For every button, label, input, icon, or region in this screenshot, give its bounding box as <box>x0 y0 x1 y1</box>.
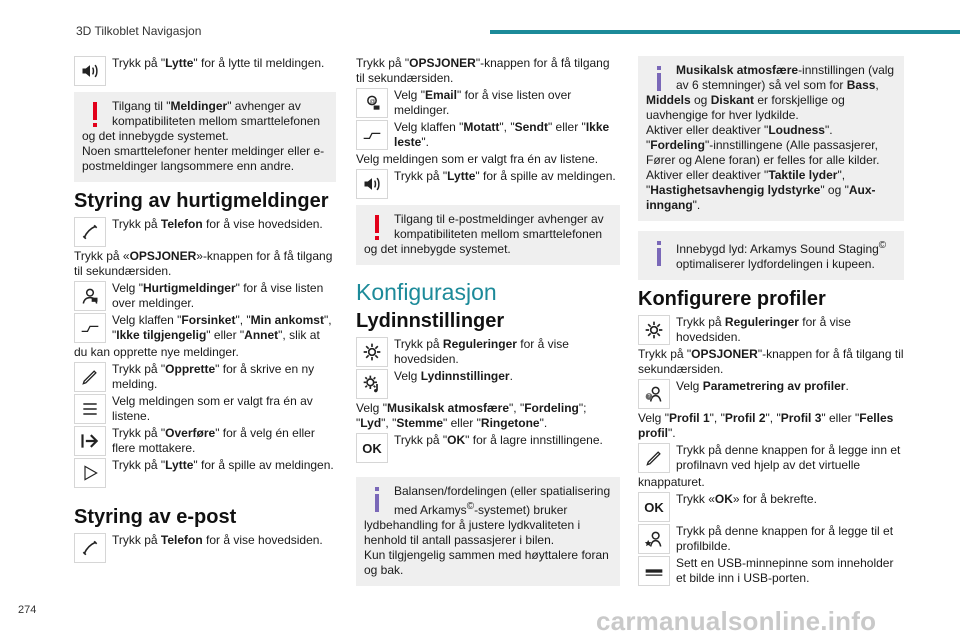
speaker-icon <box>356 169 388 199</box>
instruction-ok-confirm: OK Trykk «OK» for å bekrefte. <box>638 492 904 522</box>
ok-button-icon: OK <box>356 433 388 463</box>
gear-music-icon <box>356 369 388 399</box>
column-3: Musikalsk atmosfære-innstillingen (valg av 6 stemninger) så vel som for Bass, Middels og Diskant er forskjellige og uavhengige for hver lydkilde. Aktiver eller deaktiver "Loudness". "Fordeling"-innstillingene (Alle passasjerer, Fører og Alene foran) er felles for alle kilder. Aktiver eller deaktiver "Taktile lyder", "Hastighetsavhengig lydstyrke" og "Aux-inngang". Innebygd lyd: Arkamys Sound Staging© optimaliserer lydfordelingen i kupeen. Konfigurere profiler Trykk på Reguleringer for å vise hovedsiden. Trykk på "OPSJONER"-knappen for å få tilgang til sekundærsiden. ? Velg Parametrering av profiler. Velg "Profil 1", "Profil 2", "Profil 3" eller "Felles profil". Trykk på denne knappen for å legge inn et profilnavn ved hjelp av det virtuelle knappaturet. OK Trykk «OK» for å bekrefte. Trykk på denne knappen for å legge til et profilbilde. Sett en USB-minnepinne som inneholder et bilde inn i USB-porten. <box>638 56 904 588</box>
pencil-icon <box>638 443 670 473</box>
instruction-create: Trykk på "Opprette" for å skrive en ny melding. <box>74 362 336 392</box>
speaker-icon <box>74 56 106 86</box>
usb-stick-icon <box>638 556 670 586</box>
gear-icon <box>638 315 670 345</box>
instruction-select-message: Velg meldingen som er valgt fra én av listene. <box>74 394 336 424</box>
instruction-sound-settings: Velg Lydinnstillinger. <box>356 369 620 399</box>
gear-icon <box>356 337 388 367</box>
contact-message-icon <box>74 281 106 311</box>
svg-text:?: ? <box>647 394 651 401</box>
section-heading-profiles: Konfigurere profiler <box>638 288 826 310</box>
phone-handset-icon <box>74 533 106 563</box>
section-heading-email: Styring av e-post <box>74 506 237 528</box>
email-contact-icon <box>356 88 388 118</box>
profile-question-icon <box>638 379 670 409</box>
instruction-ok-save: OK Trykk på "OK" for å lagre innstillingene. <box>356 433 620 463</box>
chapter-heading-configuration: Konfigurasjon <box>356 279 497 305</box>
running-header: 3D Tilkoblet Navigasjon <box>76 24 202 38</box>
instruction-tabs: Velg klaffen "Forsinket", "Min ankomst", "Ikke tilgjengelig" eller "Annet", slik at <box>74 313 336 343</box>
instruction-email-list: @ Velg "Email" for å vise listen over meldinger. <box>356 88 620 118</box>
watermark: carmanualsonline.info <box>596 606 877 636</box>
instruction-telephone: Trykk på Telefon for å vise hovedsiden. <box>74 217 336 247</box>
instruction-usb: Sett en USB-minnepinne som inneholder et bilde inn i USB-porten. <box>638 556 904 586</box>
instruction-forward: Trykk på "Overføre" for å velg én eller flere mottakere. <box>74 426 336 456</box>
tab-icon <box>74 313 106 343</box>
info-icon <box>652 239 666 269</box>
pencil-icon <box>74 362 106 392</box>
column-2: Trykk på "OPSJONER"-knappen for å få tilgang til sekundærsiden. @ Velg "Email" for å vise listen over meldinger. Velg klaffen "Motatt", "Sendt" eller "Ikke leste". Velg meldingen som er valgt fra én av listene. Trykk på "Lytte" for å spille av meldingen. Tilgang til e-postmeldinger avhenger av kompatibiliteten mellom smarttelefonen og det innebygde systemet. Konfigurasjon Lydinnstillinger Trykk på Reguleringer for å vise hovedsiden. Velg Lydinnstillinger. Velg "Musikalsk atmosfære", "Fordeling"; "Lyd", "Stemme" eller "Ringetone". OK Trykk på "OK" for å lagre innstillingene. Balansen/fordelingen (eller spatialisering med Arkamys©-systemet) bruker lydbehandling for å justere lydkvaliteten i henhold til antall passasjerer i bilen. Kun tilgjengelig sammen med høyttalere foran og bak. <box>356 56 620 596</box>
phone-handset-icon <box>74 217 106 247</box>
header-accent-bar <box>490 30 960 34</box>
warning-exclamation-icon <box>88 100 102 130</box>
instruction-email-tabs: Velg klaffen "Motatt", "Sendt" eller "Ikke leste". <box>356 120 620 150</box>
info-icon <box>370 485 384 515</box>
column-1: Trykk på "Lytte" for å lytte til meldingen. Tilgang til "Meldinger" avhenger av kompatibiliteten mellom smarttelefonen og det innebygde systemet. Noen smarttelefoner henter meldinger eller e-postmeldinger langsommere enn andre. Styring av hurtigmeldinger Trykk på Telefon for å vise hovedsiden. Trykk på «OPSJONER»-knappen for å få tilgang til sekundærsiden. Velg "Hurtigmeldinger" for å vise listen over meldinger. Velg klaffen "Forsinket", "Min ankomst", "Ikke tilgjengelig" eller "Annet", slik at du kan opprette nye meldinger. Trykk på "Opprette" for å skrive en ny melding. Velg meldingen som er valgt fra én av listene. Trykk på "Overføre" for å velg én eller flere mottakere. Trykk på "Lytte" for å spille av meldingen. Styring av e-post Trykk på Telefon for å vise hovedsiden. <box>74 56 336 565</box>
instruction-profile-picture: Trykk på denne knappen for å legge til et profilbilde. <box>638 524 904 554</box>
info-note: Innebygd lyd: Arkamys Sound Staging© optimaliserer lydfordelingen i kupeen. <box>638 231 904 280</box>
warning-note: Tilgang til "Meldinger" avhenger av kompatibiliteten mellom smarttelefonen og det innebygde systemet. Noen smarttelefoner henter meldinger eller e-postmeldinger langsommere enn andre. <box>74 92 336 182</box>
instruction-telephone-email: Trykk på Telefon for å vise hovedsiden. <box>74 533 336 563</box>
section-heading-sound-settings: Lydinnstillinger <box>356 310 505 332</box>
svg-text:@: @ <box>369 99 376 105</box>
info-icon <box>652 64 666 94</box>
list-icon <box>74 394 106 424</box>
instruction-email-listen: Trykk på "Lytte" for å spille av meldingen. <box>356 169 620 199</box>
info-note: Balansen/fordelingen (eller spatialisering med Arkamys©-systemet) bruker lydbehandling for å justere lydkvaliteten i henhold til antall passasjerer i bilen. Kun tilgjengelig sammen med høyttalere foran og bak. <box>356 477 620 586</box>
instruction-settings: Trykk på Reguleringer for å vise hovedsiden. <box>638 315 904 345</box>
instruction-quick-messages: Velg "Hurtigmeldinger" for å vise listen over meldinger. <box>74 281 336 311</box>
forward-arrow-icon <box>74 426 106 456</box>
tab-icon <box>356 120 388 150</box>
instruction-profile-name: Trykk på denne knappen for å legge inn et profilnavn ved hjelp av det virtuelle <box>638 443 904 473</box>
page-number: 274 <box>18 604 37 616</box>
play-icon <box>74 458 106 488</box>
info-note: Musikalsk atmosfære-innstillingen (valg av 6 stemninger) så vel som for Bass, Middels og Diskant er forskjellige og uavhengige for hver lydkilde. Aktiver eller deaktiver "Loudness". "Fordeling"-innstillingene (Alle passasjerer, Fører og Alene foran) er felles for alle kilder. Aktiver eller deaktiver "Taktile lyder", "Hastighetsavhengig lydstyrke" og "Aux-inngang". <box>638 56 904 221</box>
profile-star-icon <box>638 524 670 554</box>
instruction-listen: Trykk på "Lytte" for å lytte til meldingen. <box>74 56 336 86</box>
section-heading-quick-messages: Styring av hurtigmeldinger <box>74 190 329 212</box>
instruction-profile-params: ? Velg Parametrering av profiler. <box>638 379 904 409</box>
warning-note: Tilgang til e-postmeldinger avhenger av kompatibiliteten mellom smarttelefonen og det innebygde systemet. <box>356 205 620 265</box>
warning-exclamation-icon <box>370 213 384 243</box>
instruction-settings: Trykk på Reguleringer for å vise hovedsiden. <box>356 337 620 367</box>
instruction-play: Trykk på "Lytte" for å spille av meldingen. <box>74 458 336 488</box>
ok-button-icon: OK <box>638 492 670 522</box>
